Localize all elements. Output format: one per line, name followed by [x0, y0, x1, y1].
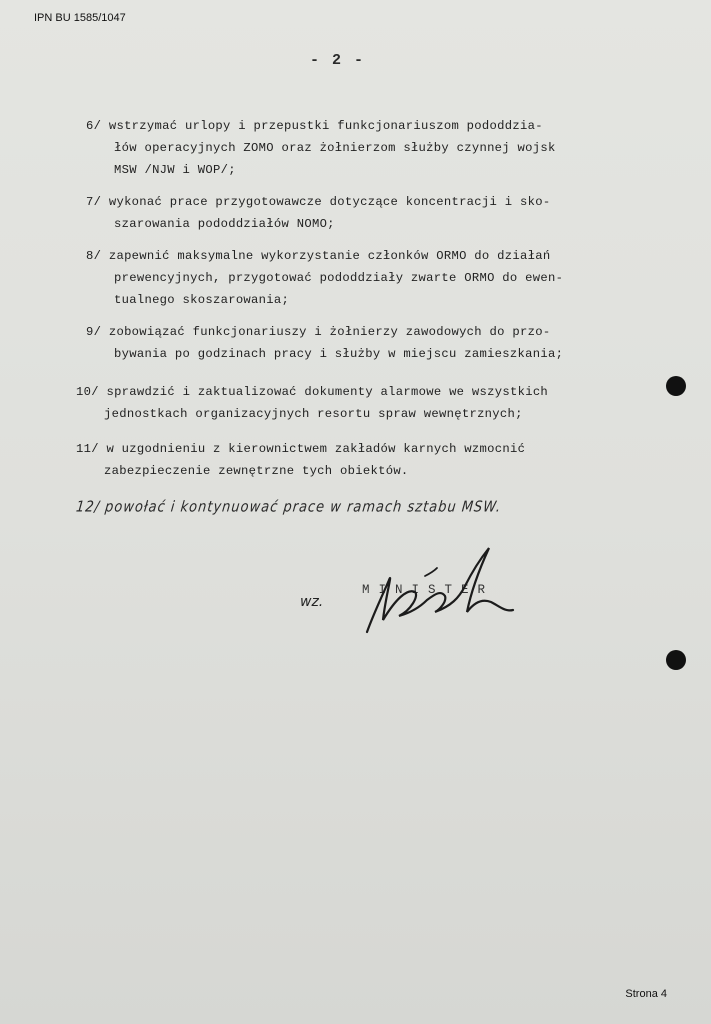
- item-line: 8/ zapewnić maksymalne wykorzystanie członków ORMO do działań: [86, 249, 551, 263]
- list-item-9: [86, 321, 626, 365]
- item-line: szarowania pododdziałów NOMO;: [114, 217, 335, 231]
- item-line: bywania po godzinach pracy i służby w miejscu zamieszkania;: [114, 347, 564, 361]
- item-line: jednostkach organizacyjnych resortu spraw wewnętrznych;: [104, 407, 523, 421]
- item-line: MSW /NJW i WOP/;: [114, 163, 236, 177]
- archive-stamp: IPN BU 1585/1047: [34, 12, 126, 24]
- item-line: 9/ zobowiązać funkcjonariuszy i żołnierzy zawodowych do przo-: [86, 325, 551, 339]
- item-line: 6/ wstrzymać urlopy i przepustki funkcjonariuszom pododdzia-: [86, 119, 543, 133]
- page-footer: Strona 4: [625, 988, 667, 1000]
- item-line: zabezpieczenie zewnętrzne tych obiektów.: [104, 464, 409, 478]
- page-number: - 2 -: [310, 52, 366, 69]
- list-item-6: [86, 115, 626, 181]
- list-item-10: [76, 381, 616, 425]
- item-line: 7/ wykonać prace przygotowawcze dotyczące koncentracji i sko-: [86, 195, 551, 209]
- list-item-11: [76, 438, 616, 482]
- punch-hole: [666, 376, 686, 396]
- minister-title: MINISTER: [362, 583, 495, 597]
- list-item-8: [86, 245, 626, 311]
- handwritten-signature: [355, 540, 535, 640]
- item-line: łów operacyjnych ZOMO oraz żołnierzom służby czynnej wojsk: [114, 141, 556, 155]
- item-line: 10/ sprawdzić i zaktualizować dokumenty alarmowe we wszystkich: [76, 385, 549, 399]
- punch-hole: [666, 650, 686, 670]
- item-line: 11/ w uzgodnieniu z kierownictwem zakładów karnych wzmocnić: [76, 442, 526, 456]
- list-item-7: [86, 191, 626, 235]
- signature-prefix: wz.: [300, 594, 324, 610]
- item-line: prewencyjnych, przygotować pododdziały zwarte ORMO do ewen-: [114, 271, 564, 285]
- handwritten-note: 12/ powołać i kontynuować prace w ramach sztabu MSW.: [75, 498, 503, 517]
- item-line: tualnego skoszarowania;: [114, 293, 290, 307]
